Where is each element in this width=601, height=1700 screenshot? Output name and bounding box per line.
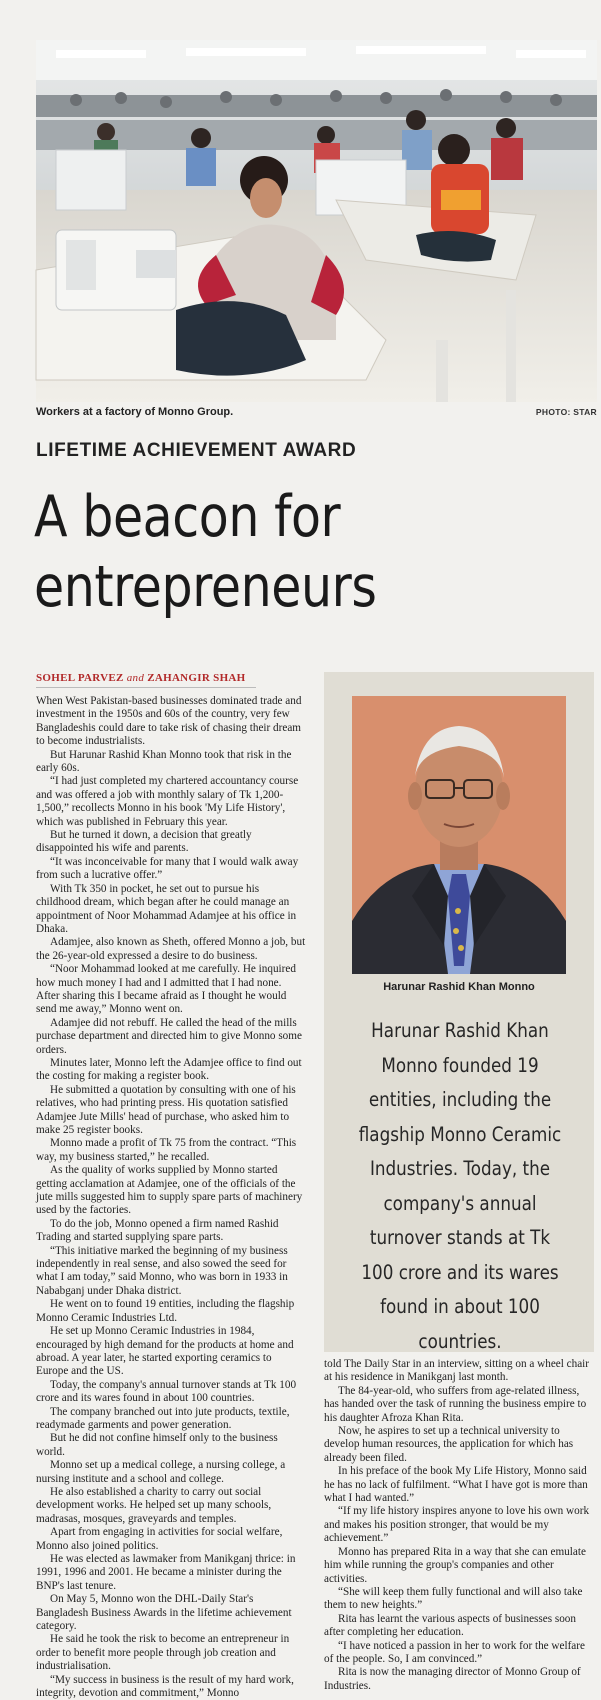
article-paragraph: The company branched out into jute products, textile, readymade garments and power generation.: [36, 1405, 290, 1431]
photo-caption-row: [36, 406, 597, 422]
headline-line-1: A beacon for: [34, 484, 341, 550]
article-paragraph: Monno has prepared Rita in a way that she can emulate him while running the group's companies and other activities.: [324, 1545, 586, 1585]
article-paragraph: Rita has learnt the various aspects of businesses soon after completing her education.: [324, 1612, 576, 1639]
article-paragraph: The 84-year-old, who suffers from age-related illness, has handed over the task of running the business empire to his daughter Afroza Khan Rita.: [324, 1384, 587, 1424]
article-paragraph: told The Daily Star in an interview, sitting on a wheel chair at his residence in Manikganj last month.: [324, 1358, 590, 1384]
article-paragraph: He set up Monno Ceramic Industries in 1984, encouraged by high demand for the products at home and abroad. A year later, he started exporting ceramics to Europe and the US.: [36, 1325, 294, 1378]
pull-quote: Harunar Rashid Khan Monno founded 19 entities, including the flagship Monno Ceramic Industries. Today, the company's annual turnover stands at Tk 100 crore and its wares found in about 100 countries.: [358, 1019, 562, 1353]
article-paragraph: Monno made a profit of Tk 75 from the contract. “This way, my business started,” he recalled.: [36, 1137, 297, 1163]
factory-photo: [36, 40, 597, 402]
article-paragraph: He submitted a quotation by consulting with one of his relatives, who had printing press. His quotation satisfied Adamjee Jute Mills' head of purchase, who asked him to make 25 register books.: [36, 1083, 296, 1136]
article-paragraph: Apart from engaging in activities for social welfare, Monno also joined politics.: [36, 1526, 283, 1552]
article-paragraph: When West Pakistan-based businesses dominated trade and investment in the 1950s and 60s of the country, very few Bangladeshis could dare to take risk of chasing their dream to become industrialists.: [36, 695, 302, 748]
article-paragraph: With Tk 350 in pocket, he set out to pursue his childhood dream, which began after he could manage an appointment of Noor Mohammad Adamjee at his office in Dhaka.: [36, 882, 297, 935]
article-paragraph: Adamjee did not rebuff. He called the head of the mills purchase department and directed him to give Monno some orders.: [36, 1016, 302, 1056]
portrait-photo: [352, 696, 566, 974]
article-paragraph: Adamjee, also known as Sheth, offered Monno a job, but the 26-year-old expressed a desire to do business.: [36, 936, 306, 962]
article-paragraph: “It was inconceivable for many that I would walk away from such a lucrative offer.”: [36, 855, 299, 882]
headline-line-2: entrepreneurs: [34, 554, 377, 620]
article-paragraph: But he did not confine himself only to the business world.: [36, 1432, 278, 1458]
article-paragraph: Today, the company's annual turnover stands at Tk 100 crore and its wares found in about 100 countries.: [36, 1378, 297, 1405]
article-paragraph: “This initiative marked the beginning of my business independently in real sense, and also sowed the seed for what I am today,” said Monno, who was born in 1933 in Nababganj under Dhaka district.: [36, 1244, 288, 1297]
headline: [34, 482, 516, 622]
article-paragraph: As the quality of works supplied by Monno started getting acclamation at Adamjee, one of the officials of the jute mills suggested him to supply spare parts of machinery used by the factories.: [36, 1164, 303, 1217]
article-paragraph: He went on to found 19 entities, including the flagship Monno Ceramic Industries Ltd.: [36, 1298, 295, 1324]
portrait-caption: Harunar Rashid Khan Monno: [383, 981, 535, 993]
article-paragraph: On May 5, Monno won the DHL-Daily Star's Bangladesh Business Awards in the lifetime achievement category.: [36, 1593, 292, 1633]
article-paragraph: “Noor Mohammad looked at me carefully. He inquired how much money I had and I admitted that I had none. After sharing this I became afraid as I thought he would send me away,” Monno went on.: [36, 963, 296, 1016]
article-paragraph: But Harunar Rashid Khan Monno took that risk in the early 60s.: [36, 748, 292, 775]
portrait-illustration: [352, 696, 566, 974]
byline-and: and: [126, 672, 145, 684]
article-paragraph: Now, he aspires to set up a technical university to develop human resources, the application for which has already been filed.: [324, 1425, 574, 1464]
article-column-left: [36, 695, 306, 1700]
article-paragraph: To do the job, Monno opened a firm named Rashid Trading and started supplying spare parts.: [36, 1217, 279, 1244]
factory-photo-illustration: [36, 40, 597, 402]
article-paragraph: Minutes later, Monno left the Adamjee office to find out the costing for making a register book.: [36, 1056, 302, 1083]
article-paragraph: He said he took the risk to become an entrepreneur in order to benefit more people through job creation and industrialisation.: [36, 1633, 290, 1673]
photo-credit: PHOTO: STAR: [535, 407, 597, 417]
byline-author-2: ZAHANGIR SHAH: [147, 672, 246, 684]
article-paragraph: “She will keep them fully functional and will also take them to new heights.”: [324, 1585, 583, 1612]
photo-caption: Workers at a factory of Monno Group.: [36, 406, 234, 418]
article-column-right: [324, 1358, 594, 1690]
article-paragraph: He was elected as lawmaker from Manikganj thrice: in 1991, 1996 and 2001. He became a minister during the BNP's last tenure.: [36, 1553, 296, 1592]
byline: [36, 672, 256, 688]
article-paragraph: “My success in business is the result of my hard work, integrity, devotion and commitment,” Monno: [36, 1673, 294, 1700]
article-paragraph: Rita is now the managing director of Monno Group of Industries.: [324, 1666, 581, 1692]
article-paragraph: But he turned it down, a decision that greatly disappointed his wife and parents.: [36, 829, 252, 855]
article-paragraph: “I have noticed a passion in her to work for the welfare of the people. So, I am convinced.”: [324, 1639, 585, 1665]
article-paragraph: Monno set up a medical college, a nursing college, a nursing institute and a school and college.: [36, 1459, 286, 1485]
section-kicker: LIFETIME ACHIEVEMENT AWARD: [36, 440, 357, 461]
article-paragraph: In his preface of the book My Life History, Monno said he has no lack of fulfilment. “What I have got is more than what I had wanted.”: [324, 1465, 588, 1505]
article-paragraph: “If my life history inspires anyone to love his own work and makes his position stronger, that would be my achievement.”: [324, 1505, 590, 1545]
article-paragraph: He also established a charity to carry out social development works. He helped set up many schools, madrasas, mosques, graveyards and temples.: [36, 1485, 272, 1525]
byline-author-1: SOHEL PARVEZ: [36, 672, 124, 684]
article-paragraph: “I had just completed my chartered accountancy course and was offered a job with monthly salary of Tk 1,200-1,500,” recollects Monno in his book 'My Life History', which was published in February this year.: [36, 775, 299, 828]
